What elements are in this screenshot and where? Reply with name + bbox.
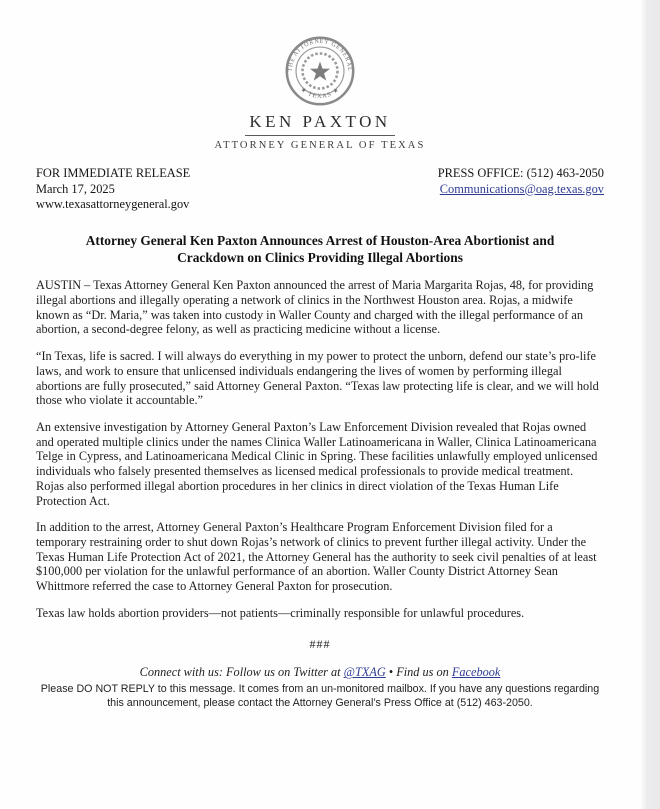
release-type-label: FOR IMMEDIATE RELEASE	[36, 166, 191, 180]
connect-line	[36, 665, 604, 680]
facebook-link[interactable]: Facebook	[451, 665, 501, 680]
seal-ring-top-text: THE ATTORNEY GENERAL	[287, 38, 353, 72]
texas-ag-seal-icon	[36, 36, 604, 106]
attorney-general-name: KEN PAXTON	[249, 112, 391, 131]
masthead-divider	[245, 135, 395, 136]
twitter-link[interactable]: @TXAG	[343, 665, 386, 680]
attorney-general-subtitle: ATTORNEY GENERAL OF TEXAS	[214, 140, 426, 151]
release-info-right	[438, 166, 604, 197]
connect-middle-text: • Find us on	[385, 665, 452, 680]
press-release-paragraph-1: AUSTIN – Texas Attorney General Ken Paxton announced the arrest of Maria Margarita Rojas, 48, for providing illegal abortions and illegally operating a network of clinics in the Northwest Houston area. Rojas, a midwife known as “Dr. Maria,” was taken into custody in Waller County and charged with the illegal performance of an abortion, a second-degree felony, as well as practicing medicine without a license.	[36, 278, 594, 337]
press-release-title: Attorney General Ken Paxton Announces Arrest of Houston-Area Abortionist and Crackdown on Clinics Providing Illegal Abortions	[85, 232, 555, 265]
connect-prefix-text: Connect with us: Follow us on Twitter at	[139, 665, 344, 680]
press-release-paragraph-2: “In Texas, life is sacred. I will always do everything in my power to protect the unborn, defend our state’s pro-life laws, and work to ensure that unlicensed individuals endangering the lives of women by performing illegal abortions are fully prosecuted,” said Attorney General Paxton. “Texas law protecting life is clear, and we will hold those who violate it accountable.”	[36, 349, 599, 408]
press-release-paragraph-5: Texas law holds abortion providers—not patients—criminally responsible for unlawful procedures.	[36, 605, 525, 620]
release-website: www.texasattorneygeneral.gov	[36, 197, 190, 212]
svg-text:★ TEXAS ★	[299, 86, 341, 100]
seal-ring-bottom-text: ★ TEXAS ★	[298, 85, 342, 100]
release-info-row	[36, 166, 604, 213]
end-separator: ###	[309, 637, 331, 652]
press-email-link[interactable]: Communications@oag.texas.gov	[439, 181, 604, 196]
press-release-paragraph-3: An extensive investigation by Attorney General Paxton’s Law Enforcement Division revealed that Rojas owned and operated multiple clinics under the names Clinica Waller Latinoamericana in Waller, Clinica Latinoamericana Telge in Cypress, and Latinoamericana Medical Clinic in Spring. These facilities unlawfully employed unlicensed individuals who falsely presented themselves as licensed medical professionals to provide medical treatment. Rojas also performed illegal abortion procedures in her clinics in direct violation of the Texas Human Life Protection Act.	[36, 420, 598, 508]
masthead	[36, 36, 604, 152]
disclaimer-text: Please DO NOT REPLY to this message. It comes from an un-monitored mailbox. If you have any questions regarding this announcement, please contact the Attorney General’s Press Office at (512) 463-2050.	[40, 683, 600, 710]
press-release-paragraph-4: In addition to the arrest, Attorney General Paxton’s Healthcare Program Enforcement Division filed for a temporary restraining order to shut down Rojas’s network of clinics to prevent further illegal activity. Under the Texas Human Life Protection Act of 2021, the Attorney General has the authority to seek civil penalties of at least $100,000 per violation for the unlawful performance of an abortion. Waller County District Attorney Sean Whittmore referred the case to Attorney General Paxton for prosecution.	[36, 520, 597, 594]
seal-star-icon	[310, 61, 330, 80]
release-info-left	[36, 166, 190, 213]
press-office-label: PRESS OFFICE: (512) 463-2050	[437, 166, 604, 180]
release-date: March 17, 2025	[36, 181, 115, 196]
